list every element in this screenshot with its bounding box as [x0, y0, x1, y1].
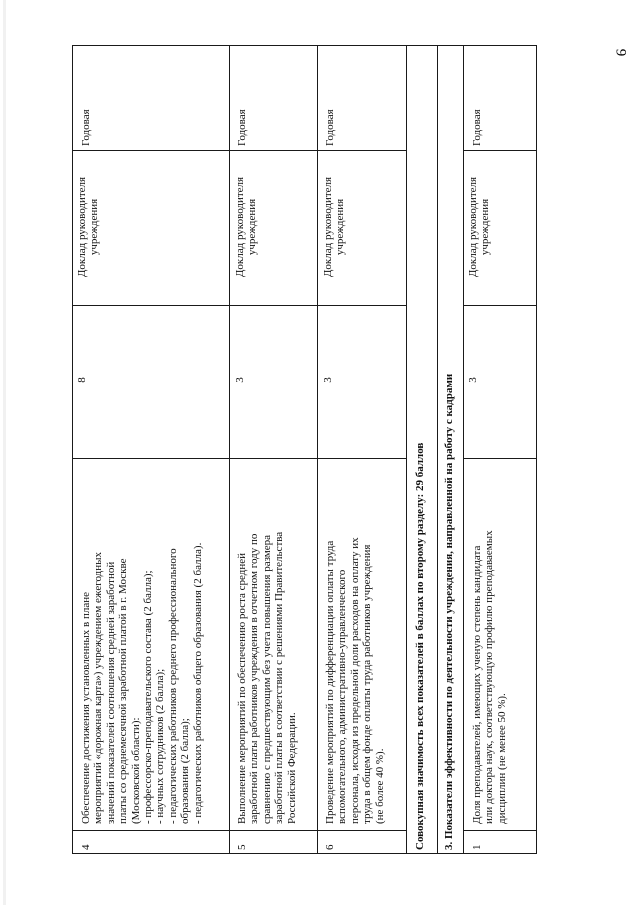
score: 3: [322, 377, 334, 383]
period: Годовая: [80, 109, 92, 146]
period: Годовая: [471, 109, 483, 146]
scan-edge: [3, 0, 6, 905]
row-separator: [463, 45, 464, 853]
indicator-text: Доля преподавателей, имеющих ученую степень кандидата или доктора наук, соответствующую профилю преподаваемых дисциплин (не менее 50 %).: [471, 530, 508, 824]
row-number: 1: [471, 844, 483, 850]
score: 3: [467, 377, 479, 383]
section-total: Совокупная значимость всех показателей в баллах по второму разделу: 29 баллов: [414, 442, 426, 850]
table-border-left: [72, 45, 73, 853]
table-border-top: [72, 45, 537, 46]
indicator-text: Обеспечение достижения установленных в плане мероприятий «дорожная карта») учреждением ежегодных значений показателей соотношения средней заработной платы со среднемесячной заработной платой в г. Москве (Московской области): - профессорско-преподавательского состава (2 балла); - научных сотрудников (2 балла); - педагогических работников среднего профессионального образования (2 балла); - педагогических работников общего образования (2 балла).: [80, 542, 204, 824]
row-number: 6: [324, 844, 336, 850]
row-separator: [437, 45, 438, 853]
row-separator: [317, 45, 318, 853]
period: Годовая: [236, 109, 248, 146]
score: 3: [234, 377, 246, 383]
row-number: 4: [80, 844, 92, 850]
indicator-text: Проведение мероприятий по дифференциации оплаты труда вспомогательного, административно-управленческого персонала, исходя из предельной доли расходов на оплату их труда в общем фонде оплаты труда работников учреждения (не более 40 %).: [324, 537, 386, 824]
table-border-right: [536, 45, 537, 853]
col-separator: [72, 150, 407, 151]
col-separator: [463, 150, 537, 151]
section-heading: 3. Показатели эффективности по деятельности учреждения, направленной на работу с кадрами: [443, 373, 455, 850]
source: Доклад руководителя учреждения: [76, 176, 101, 278]
page-number: 9: [612, 48, 629, 57]
row-separator: [406, 45, 407, 853]
period: Годовая: [324, 109, 336, 146]
source: Доклад руководителя учреждения: [234, 176, 259, 278]
row-number: 5: [236, 844, 248, 850]
source: Доклад руководителя учреждения: [467, 176, 492, 278]
table-border-bottom: [72, 853, 537, 854]
score: 8: [76, 377, 88, 383]
indicator-text: Выполнение мероприятий по обеспечению роста средней заработной платы работников учреждения в отчетном году по сравнению с предшествующим без учета повышения размера заработной платы в соответствии с решениями Правительства Российской Федерации.: [236, 531, 298, 824]
row-separator: [229, 45, 230, 853]
source: Доклад руководителя учреждения: [322, 176, 347, 278]
